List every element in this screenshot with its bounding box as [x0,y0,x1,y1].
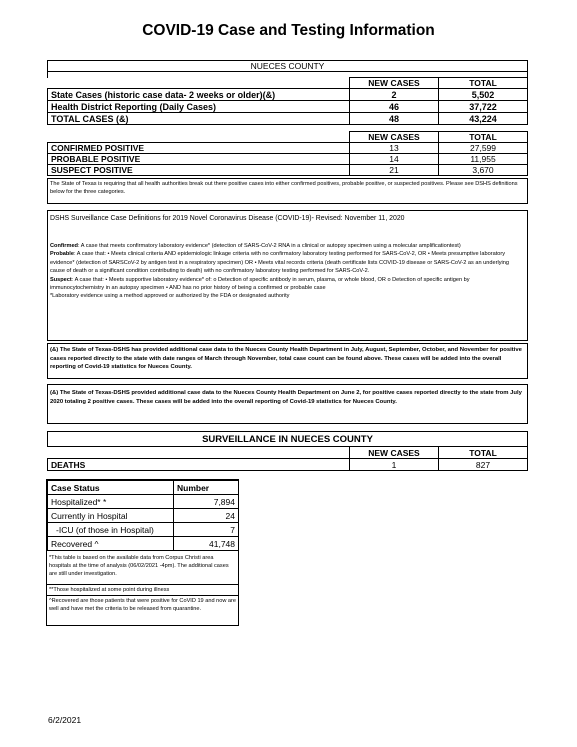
deaths-total: 827 [439,459,528,471]
county-table-heading: NUECES COUNTY [48,61,528,72]
county-row-label: TOTAL CASES (&) [48,113,350,125]
county-row-new: 48 [350,113,439,125]
number-col-header: Number [174,481,239,495]
category-row-total: 11,955 [439,154,528,165]
case-category-table [47,131,528,176]
county-col-total: TOTAL [439,78,528,89]
case-status-table [47,480,239,551]
status-row-value: 24 [174,509,239,523]
status-note-3: ^Recovered are those patients that were positive for CoVID 19 and now are well and have met the criteria to be released from quarantine. [49,598,237,613]
status-col-header: Case Status [48,481,174,495]
page-title: COVID-19 Case and Testing Information [142,22,435,39]
category-row-label: PROBABLE POSITIVE [48,154,350,165]
surveillance-table [47,431,528,471]
status-row-value: 7 [174,523,239,537]
category-row-total: 27,599 [439,143,528,154]
county-col-new: NEW CASES [350,78,439,89]
status-note-1: *This table is based on the available data from Corpus Christi area hospitals at the time of analysis (06/02/2021 -4pm). The additional cases are still under investigation. [49,555,229,578]
probable-text: : A case that: • Meets clinical criteria AND epidemiologic linkage criteria with no confirmatory laboratory testing performed for SARS-CoV-2, OR • Meets presumptive laboratory evidence* (detection of SARSCoV-2 by antigen test in a respiratory specimen) OR • Meets vital records criteria (death certificate lists COVID-19 disease or SARS-CoV-2 as an underlying cause of death or a significant condition contributing to death) with no confirmatory laboratory testing performed for SARS-CoV-2. [50,251,509,275]
definition-suspect [50,276,525,293]
status-row-label: Hospitalized* * [48,495,174,509]
status-row-label: -ICU (of those in Hospital) [48,523,174,537]
county-row-total: 5,502 [439,89,528,101]
county-cases-table [47,60,528,125]
confirmed-text: : A case that meets confirmatory laboratory evidence* (detection of SARS-CoV-2 RNA in a clinical or autopsy specimen using a molecular amplificationtest) [77,243,461,249]
category-col-new: NEW CASES [350,132,439,143]
confirmed-label: Confirmed [50,243,78,249]
suspect-text: : A case that: • Meets supportive laboratory evidence* of: o Detection of specific antibody in serum, plasma, or whole blood, OR o Detection of specific antigen by immunocytochemistry in an autopsy specimen • AND has no prior history of being a confirmed or probable case [50,276,470,292]
category-row-total: 3,670 [439,165,528,176]
surveillance-heading: SURVEILLANCE IN NUECES COUNTY [48,432,528,447]
category-row-label: SUSPECT POSITIVE [48,165,350,176]
category-col-total: TOTAL [439,132,528,143]
status-row-value: 41,748 [174,537,239,551]
status-row-label: Recovered ^ [48,537,174,551]
probable-label: Probable [50,251,74,258]
definitions-heading: DSHS Surveillance Case Definitions for 2019 Novel Coronavirus Disease (COVID-19)- Revised: November 11, 2020 [50,215,405,222]
category-row-new: 21 [350,165,439,176]
county-row-total: 37,722 [439,101,528,113]
footer-date: 6/2/2021 [48,715,82,725]
state-data-note-1: (&) The State of Texas-DSHS has provided additional case data to the Nueces County Health Department in July, August, September, October, and November for positive cases reported directly to the state with date ranges of March through November, total case count can be found above. These cases will be added into the overall reporting of Covid-19 statistics for Nueces County. [47,343,528,379]
definitions-box [47,210,528,341]
county-row-new: 46 [350,101,439,113]
county-row-new: 2 [350,89,439,101]
deaths-new: 1 [350,459,439,471]
category-note: The State of Texas is requiring that all health authorities break out there positive cases into either confirmed positives, probable positive, or suspected positives. Please see DSHS definitions below for the three categories. [47,178,528,204]
surveillance-col-new: NEW CASES [350,447,439,459]
suspect-label: Suspect [50,276,72,283]
status-row-value: 7,894 [174,495,239,509]
deaths-label: DEATHS [48,459,350,471]
category-row-label: CONFIRMED POSITIVE [48,143,350,154]
definition-probable [50,250,525,275]
surveillance-col-total: TOTAL [439,447,528,459]
status-note-2: **Those hospitalized at some point during illness [49,587,170,593]
category-row-new: 14 [350,154,439,165]
county-row-label: Health District Reporting (Daily Cases) [48,101,350,113]
county-row-total: 43,224 [439,113,528,125]
county-row-label: State Cases (historic case data- 2 weeks or older)(&) [48,89,350,101]
category-row-new: 13 [350,143,439,154]
status-row-label: Currently in Hospital [48,509,174,523]
definitions-footnote: *Laboratory evidence using a method approved or authorized by the FDA or designated authority [50,293,290,300]
definition-confirmed [50,242,525,250]
state-data-note-2: (&) The State of Texas-DSHS provided additional case data to the Nueces County Health Department on June 2, for positive cases reported directly to the state from July 2020 totaling 2 positive cases. These cases will be added into the overall reporting of Covid-19 statistics for Nueces County. [47,384,528,424]
